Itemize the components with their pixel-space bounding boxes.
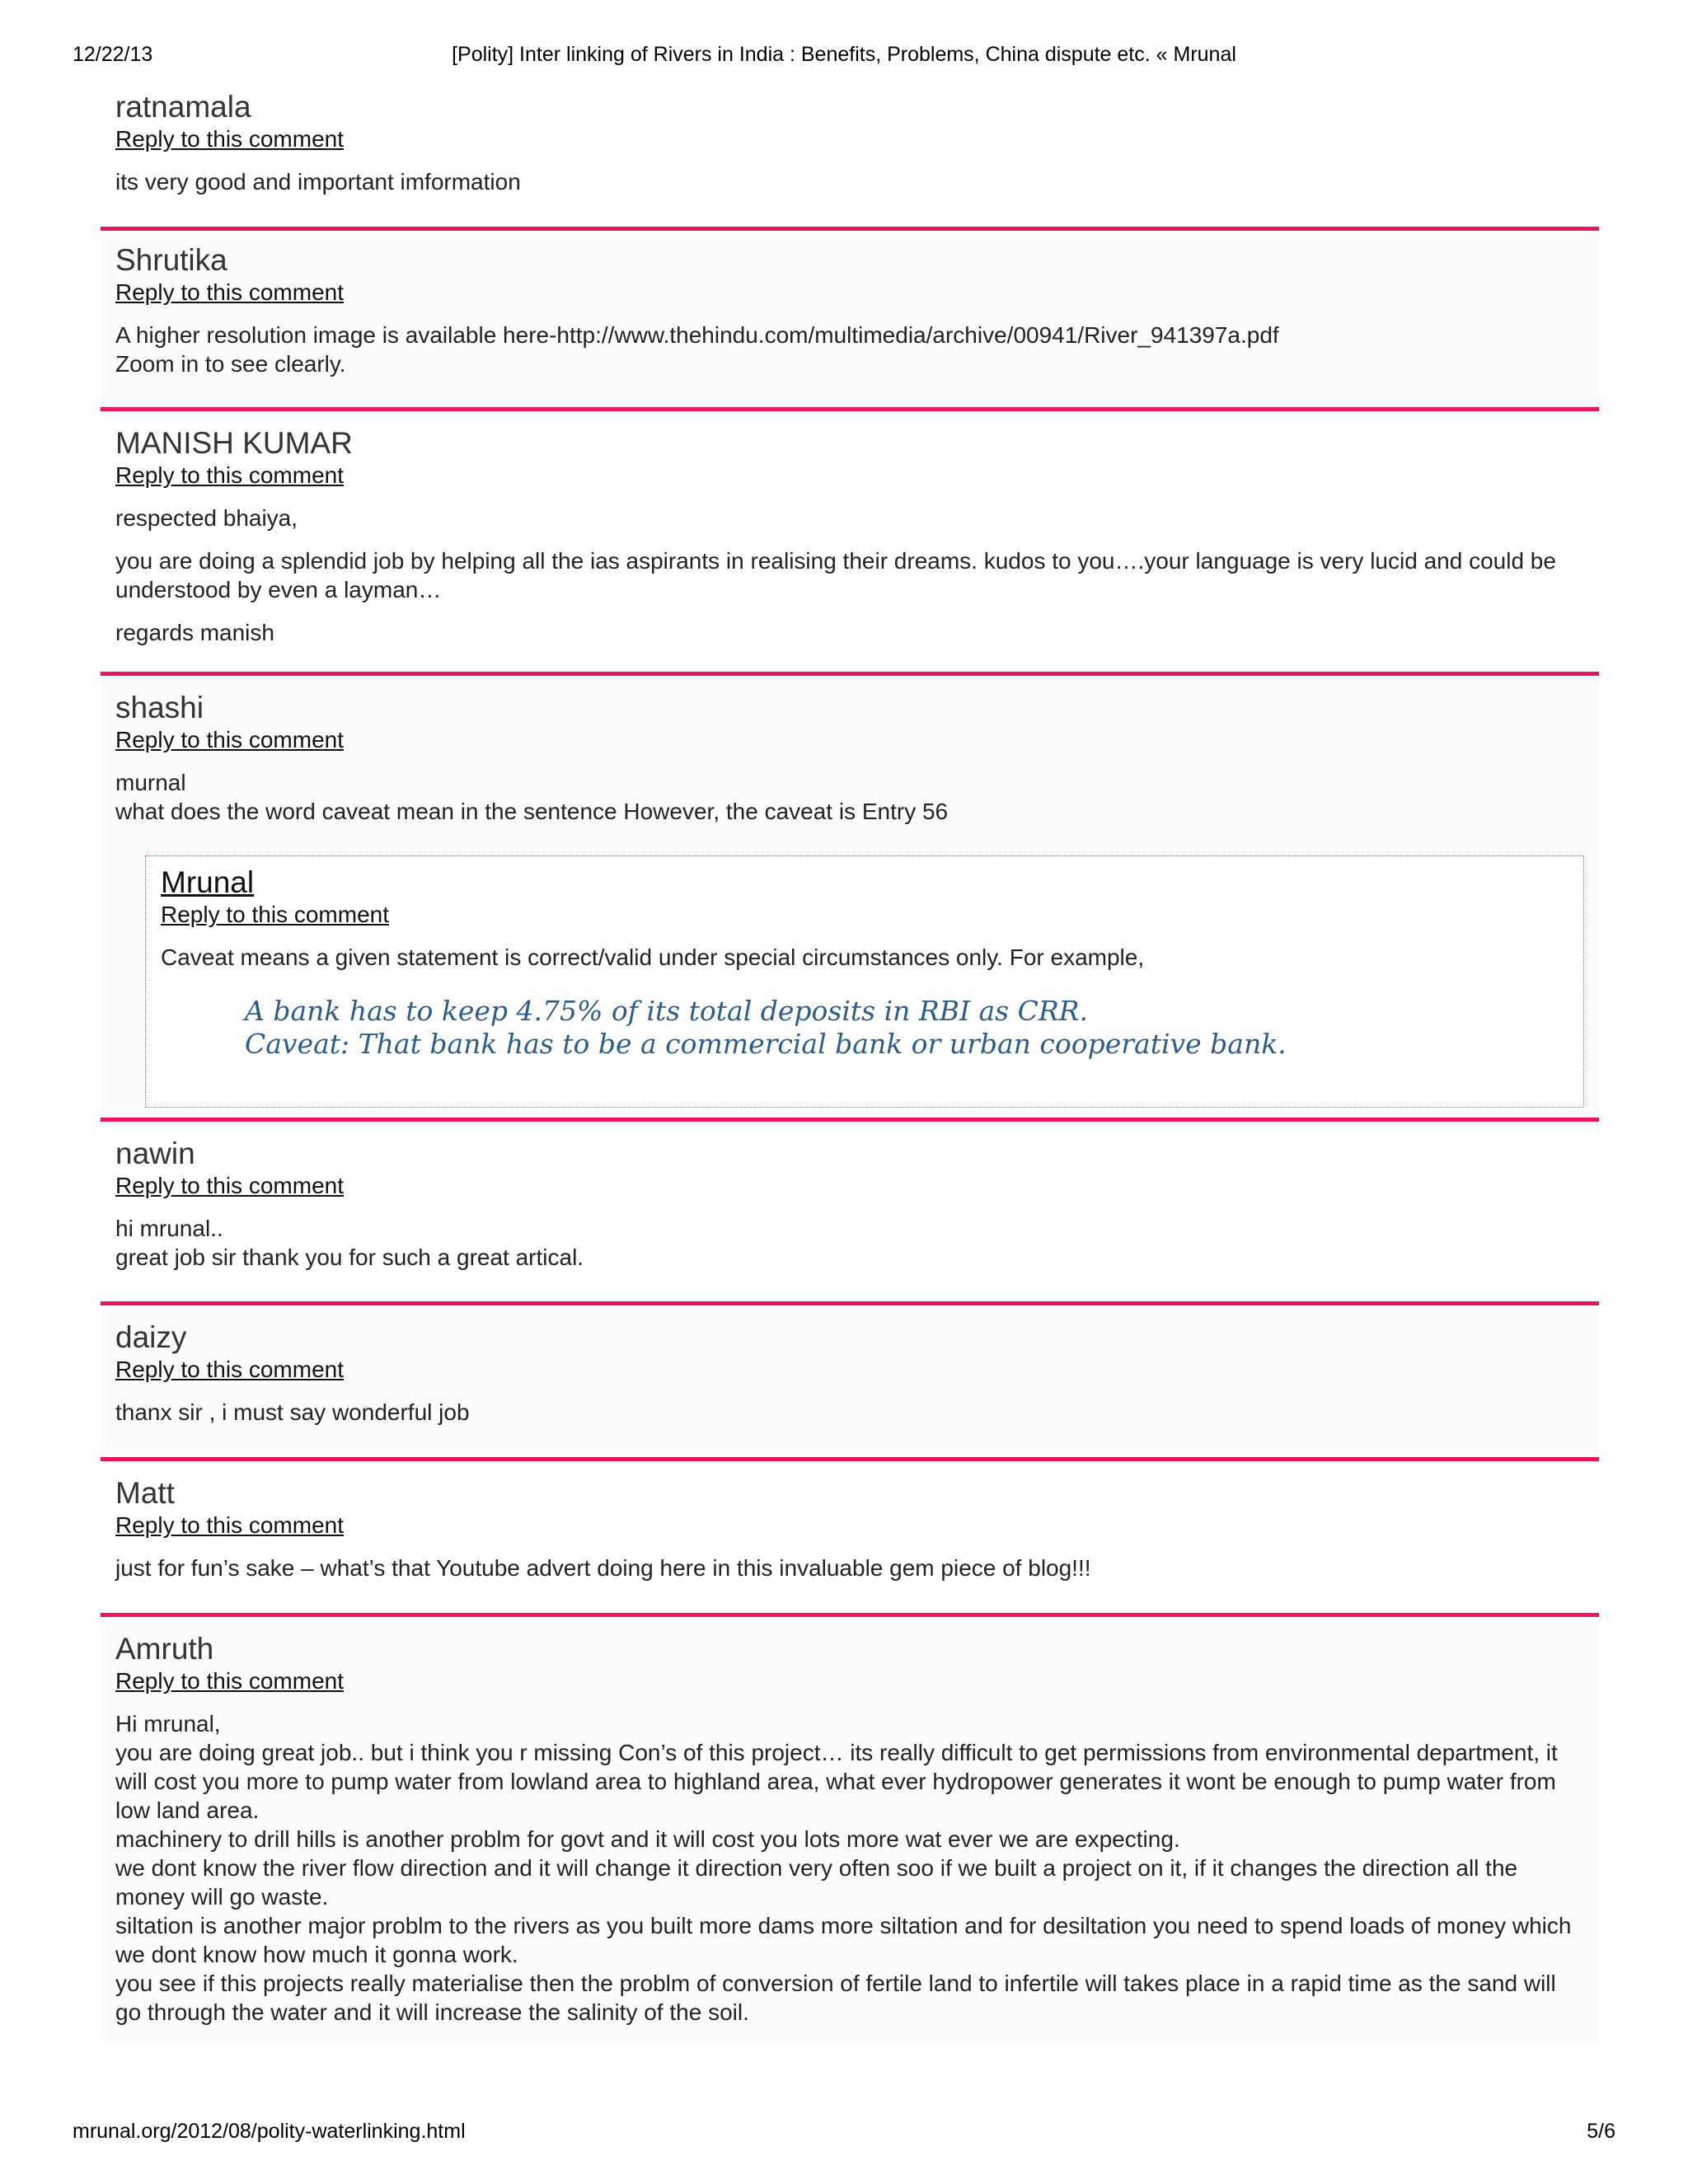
comment-author: Amruth bbox=[115, 1632, 214, 1666]
comment-list bbox=[101, 89, 1599, 2043]
print-header bbox=[0, 43, 1688, 73]
reply-text: Caveat means a given statement is correct/valid under special circumstances only. For example, bbox=[161, 944, 1145, 970]
comment bbox=[101, 1122, 1599, 1301]
comment-text: great job sir thank you for such a great artical. bbox=[115, 1244, 584, 1270]
comment-author: Matt bbox=[115, 1476, 175, 1510]
comment-text: we dont know the river flow direction and it will change it direction very often soo if we built a project on it, if it changes the direction all the money will go waste. bbox=[115, 1855, 1518, 1910]
comment-author: shashi bbox=[115, 691, 204, 724]
reply-link[interactable]: Reply to this comment bbox=[115, 279, 344, 305]
reply-body bbox=[161, 943, 1568, 972]
comment-text: regards manish bbox=[115, 620, 274, 645]
comment-text: its very good and important imformation bbox=[115, 169, 521, 194]
comment-author: ratnamala bbox=[115, 90, 251, 124]
comment-author: nawin bbox=[115, 1137, 195, 1170]
comment bbox=[101, 89, 1599, 227]
reply-link[interactable]: Reply to this comment bbox=[115, 1512, 344, 1538]
comment-text: Zoom in to see clearly. bbox=[115, 351, 346, 377]
reply-link[interactable]: Reply to this comment bbox=[115, 727, 344, 752]
comment-body bbox=[115, 504, 1584, 647]
comment-text: hi mrunal.. bbox=[115, 1216, 223, 1241]
comment-text: you are doing great job.. but i think you r missing Con’s of this project… its really difficult to get permissions from environmental department, it will cost you more to pump water from lowland area to highland area, what ever hydropower generates it wont be enough to pump water from low land area. bbox=[115, 1740, 1558, 1823]
blockquote bbox=[245, 995, 1568, 1061]
comment bbox=[101, 676, 1599, 1118]
comment-author: Shrutika bbox=[115, 243, 227, 277]
comment bbox=[101, 1617, 1599, 2043]
reply-link[interactable]: Reply to this comment bbox=[115, 1357, 344, 1382]
comment-text: just for fun’s sake – what’s that Youtube advert doing here in this invaluable gem piece of blog!!! bbox=[115, 1555, 1091, 1581]
comment bbox=[101, 1461, 1599, 1613]
reply-link[interactable]: Reply to this comment bbox=[115, 1668, 344, 1694]
comment-body bbox=[115, 1554, 1584, 1582]
comment-text: Hi mrunal, bbox=[115, 1711, 221, 1736]
nested-reply bbox=[145, 855, 1584, 1108]
page-title: [Polity] Inter linking of Rivers in India : Benefits, Problems, China dispute etc. « Mrunal bbox=[452, 43, 1236, 66]
reply-link[interactable]: Reply to this comment bbox=[115, 126, 344, 152]
reply-link[interactable]: Reply to this comment bbox=[161, 902, 389, 927]
comment-body bbox=[115, 1398, 1584, 1427]
print-date: 12/22/13 bbox=[73, 43, 153, 66]
comment bbox=[101, 1305, 1599, 1457]
comment-text: machinery to drill hills is another problm for govt and it will cost you lots more wat ever we are expecting. bbox=[115, 1826, 1180, 1852]
comment-text: A higher resolution image is available here-http://www.thehindu.com/multimedia/archive/00941/River_941397a.pdf bbox=[115, 322, 1279, 348]
comment bbox=[101, 411, 1599, 672]
comment-text: siltation is another major problm to the rivers as you built more dams more siltation and for desiltation you need to spend loads of money which we dont know how much it gonna work. bbox=[115, 1913, 1572, 1967]
page-number: 5/6 bbox=[1587, 2120, 1615, 2143]
comment-author: MANISH KUMAR bbox=[115, 426, 353, 460]
quote-line: A bank has to keep 4.75% of its total deposits in RBI as CRR. bbox=[245, 995, 1089, 1027]
quote-line: Caveat: That bank has to be a commercial bank or urban cooperative bank. bbox=[245, 1028, 1287, 1060]
comment-body bbox=[115, 1709, 1584, 2027]
comment-text: respected bhaiya, bbox=[115, 505, 298, 531]
reply-link[interactable]: Reply to this comment bbox=[115, 462, 344, 488]
comment-body bbox=[115, 1214, 1584, 1272]
comment bbox=[101, 231, 1599, 407]
comment-body bbox=[115, 321, 1584, 378]
comment-text: murnal bbox=[115, 770, 186, 795]
reply-author-link[interactable]: Mrunal bbox=[161, 865, 255, 899]
comment-text: you see if this projects really materialise then the problm of conversion of fertile land to infertile will takes place in a rapid time as the sand will go through the water and it will increase the salinity of the soil. bbox=[115, 1971, 1556, 2025]
comment-author: daizy bbox=[115, 1320, 187, 1354]
comment-body bbox=[115, 768, 1584, 826]
page-url: mrunal.org/2012/08/polity-waterlinking.html bbox=[73, 2120, 466, 2143]
comment-text: thanx sir , i must say wonderful job bbox=[115, 1399, 470, 1425]
comment-text: what does the word caveat mean in the sentence However, the caveat is Entry 56 bbox=[115, 799, 949, 824]
reply-link[interactable]: Reply to this comment bbox=[115, 1173, 344, 1198]
comment-body bbox=[115, 167, 1584, 196]
comment-text: you are doing a splendid job by helping all the ias aspirants in realising their dreams. kudos to you….your language is very lucid and could be understood by even a layman… bbox=[115, 548, 1556, 602]
